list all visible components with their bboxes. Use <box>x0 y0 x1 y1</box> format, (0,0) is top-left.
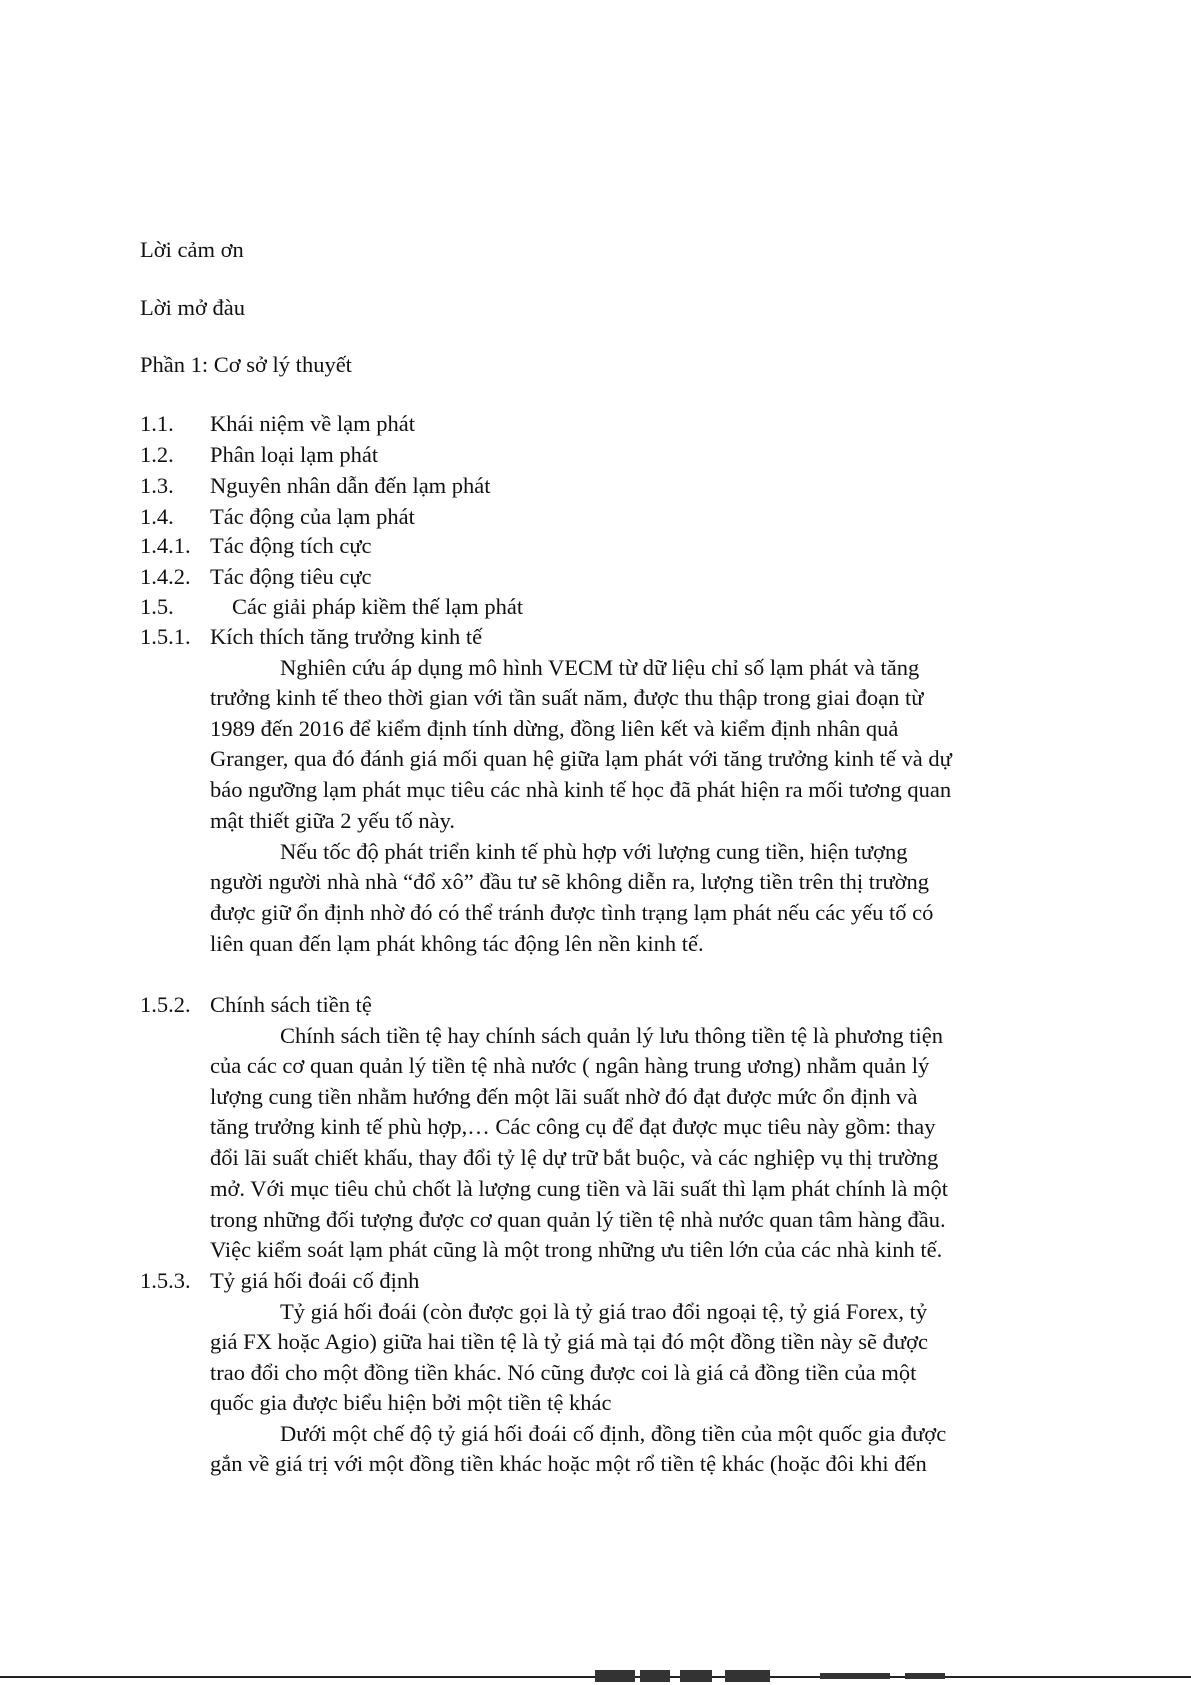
toc-num: 1.1. <box>140 411 174 436</box>
toc-num: 1.4.1. <box>140 533 191 558</box>
paragraph-line: gắn về giá trị với một đồng tiền khác hoặc một rổ tiền tệ khác (hoặc đôi khi đến <box>210 1451 927 1476</box>
paragraph-line: của các cơ quan quản lý tiền tệ nhà nước ( ngân hàng trung ương) nhằm quản lý <box>210 1053 930 1078</box>
section-title: Tỷ giá hối đoái cố định <box>210 1268 420 1293</box>
scan-artifact <box>680 1670 712 1682</box>
paragraph-line: trong những đối tượng được cơ quan quản lý tiền tệ nhà nước quan tâm hàng đầu. <box>210 1207 946 1232</box>
section-title: Chính sách tiền tệ <box>210 992 372 1017</box>
toc-num: 1.5. <box>140 594 174 619</box>
paragraph-line: đổi lãi suất chiết khấu, thay đổi tỷ lệ dự trữ bắt buộc, và các nghiệp vụ thị trường <box>210 1145 939 1170</box>
heading-introduction: Lời mở đàu <box>140 295 246 320</box>
scan-artifact <box>820 1673 890 1679</box>
paragraph-line: Chính sách tiền tệ hay chính sách quản lý lưu thông tiền tệ là phương tiện <box>280 1023 944 1048</box>
paragraph-line: 1989 đến 2016 để kiểm định tính dừng, đồng liên kết và kiểm định nhân quả <box>210 716 899 741</box>
heading-acknowledgement: Lời cảm ơn <box>140 237 244 262</box>
paragraph-line: quốc gia được biểu hiện bởi một tiền tệ khác <box>210 1390 612 1415</box>
paragraph-line: mật thiết giữa 2 yếu tố này. <box>210 808 456 833</box>
toc-text: Phân loại lạm phát <box>210 442 379 467</box>
toc-num: 1.4.2. <box>140 564 191 589</box>
toc-text: Tác động tích cực <box>210 533 372 558</box>
scan-artifact <box>640 1670 670 1682</box>
scan-artifact <box>595 1670 635 1682</box>
toc-num: 1.4. <box>140 504 174 529</box>
paragraph-line: tăng trưởng kinh tế phù hợp,… Các công cụ để đạt được mục tiêu này gồm: thay <box>210 1114 936 1139</box>
toc-num: 1.2. <box>140 442 174 467</box>
paragraph-line: người người nhà nhà “đổ xô” đầu tư sẽ không diễn ra, lượng tiền trên thị trường <box>210 869 930 894</box>
paragraph-line: giá FX hoặc Agio) giữa hai tiền tệ là tỷ giá mà tại đó một đồng tiền này sẽ được <box>210 1329 929 1354</box>
paragraph-line: Nghiên cứu áp dụng mô hình VECM từ dữ liệu chỉ số lạm phát và tăng <box>280 655 920 680</box>
toc-text: Kích thích tăng trưởng kinh tế <box>210 624 483 649</box>
toc-text: Các giải pháp kiềm thế lạm phát <box>232 594 524 619</box>
scan-artifact <box>905 1673 945 1679</box>
paragraph-line: Nếu tốc độ phát triển kinh tế phù hợp với lượng cung tiền, hiện tượng <box>280 839 908 864</box>
paragraph-line: mở. Với mục tiêu chủ chốt là lượng cung tiền và lãi suất thì lạm phát chính là một <box>210 1176 948 1201</box>
toc-text: Khái niệm về lạm phát <box>210 411 415 436</box>
toc-text: Tác động của lạm phát <box>210 504 415 529</box>
paragraph-line: trao đổi cho một đồng tiền khác. Nó cũng được coi là giá cả đồng tiền của một <box>210 1360 917 1385</box>
section-num: 1.5.2. <box>140 992 191 1017</box>
paragraph-line: Việc kiểm soát lạm phát cũng là một trong những ưu tiên lớn của các nhà kinh tế. <box>210 1237 943 1262</box>
toc-num: 1.3. <box>140 473 174 498</box>
heading-part1: Phần 1: Cơ sở lý thuyết <box>140 352 352 377</box>
scan-artifact <box>725 1670 770 1682</box>
paragraph-line: liên quan đến lạm phát không tác động lên nền kinh tế. <box>210 931 704 956</box>
toc-text: Tác động tiêu cực <box>210 564 372 589</box>
toc-text: Nguyên nhân dẫn đến lạm phát <box>210 473 491 498</box>
paragraph-line: Tỷ giá hối đoái (còn được gọi là tỷ giá trao đổi ngoại tệ, tỷ giá Forex, tỷ <box>280 1299 928 1324</box>
paragraph-line: Granger, qua đó đánh giá mối quan hệ giữa lạm phát với tăng trưởng kinh tế và dự <box>210 746 952 771</box>
toc-num: 1.5.1. <box>140 624 191 649</box>
paragraph-line: được giữ ổn định nhờ đó có thể tránh được tình trạng lạm phát nếu các yếu tố có <box>210 900 934 925</box>
section-num: 1.5.3. <box>140 1268 191 1293</box>
paragraph-line: lượng cung tiền nhằm hướng đến một lãi suất nhờ đó đạt được mức ổn định và <box>210 1084 918 1109</box>
paragraph-line: trưởng kinh tế theo thời gian với tần suất năm, được thu thập trong giai đoạn từ <box>210 685 924 710</box>
paragraph-line: báo ngưỡng lạm phát mục tiêu các nhà kinh tế học đã phát hiện ra mối tương quan <box>210 777 952 802</box>
paragraph-line: Dưới một chế độ tỷ giá hối đoái cố định, đồng tiền của một quốc gia được <box>280 1421 947 1446</box>
